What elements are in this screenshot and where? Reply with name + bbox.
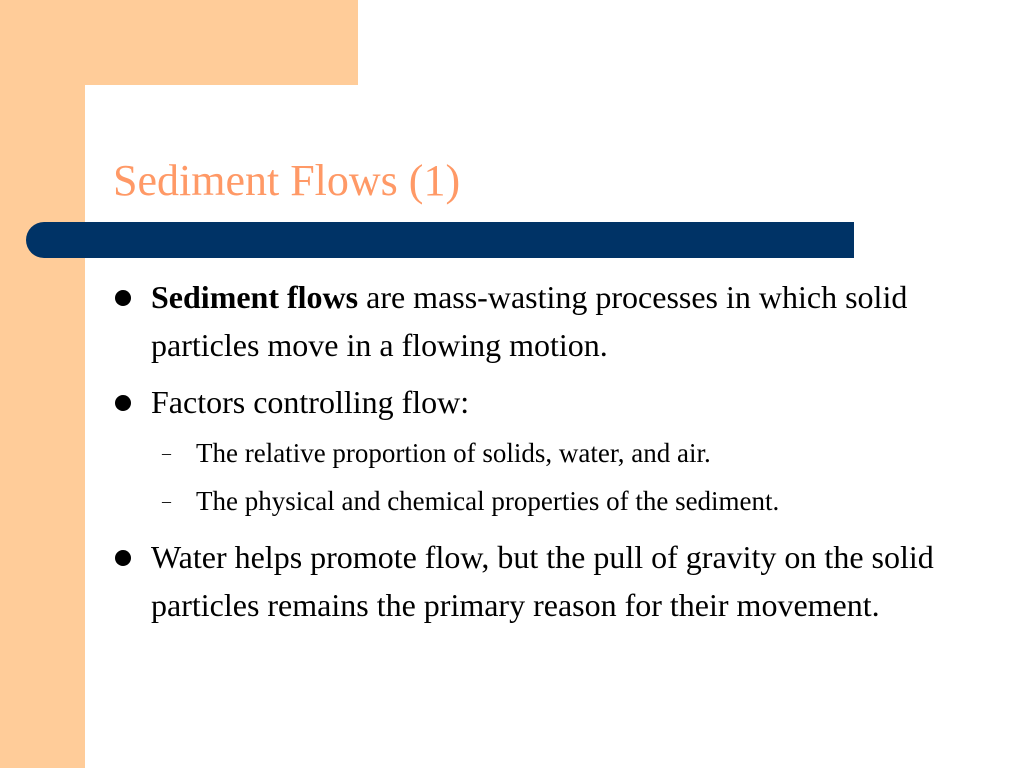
bullet-text: Water helps promote flow, but the pull of gravity on the solid particles remains the primary reason for their movement. [151, 539, 934, 623]
bullet-item-factors [151, 378, 1001, 426]
bullet-text: are mass-wasting processes in which solid particles move in a flowing motion. [151, 279, 908, 363]
bullet-term: Sediment flows [151, 279, 359, 315]
sub-item-properties [162, 483, 996, 519]
bullet-text: Factors controlling flow: [151, 384, 470, 420]
sub-item-text: The physical and chemical properties of the sediment. [196, 486, 780, 516]
bullet-dot-icon [115, 550, 131, 566]
dash-icon: – [162, 491, 171, 511]
bullet-dot-icon [115, 290, 131, 306]
bullet-item-sediment-flows [151, 273, 1001, 369]
slide-title: Sediment Flows (1) [113, 156, 461, 205]
dash-icon: – [162, 443, 171, 463]
bullet-item-water-gravity [151, 533, 1001, 629]
bullet-dot-icon [115, 395, 131, 411]
sub-item-text: The relative proportion of solids, water, and air. [196, 438, 711, 468]
sub-item-proportion [162, 435, 996, 471]
